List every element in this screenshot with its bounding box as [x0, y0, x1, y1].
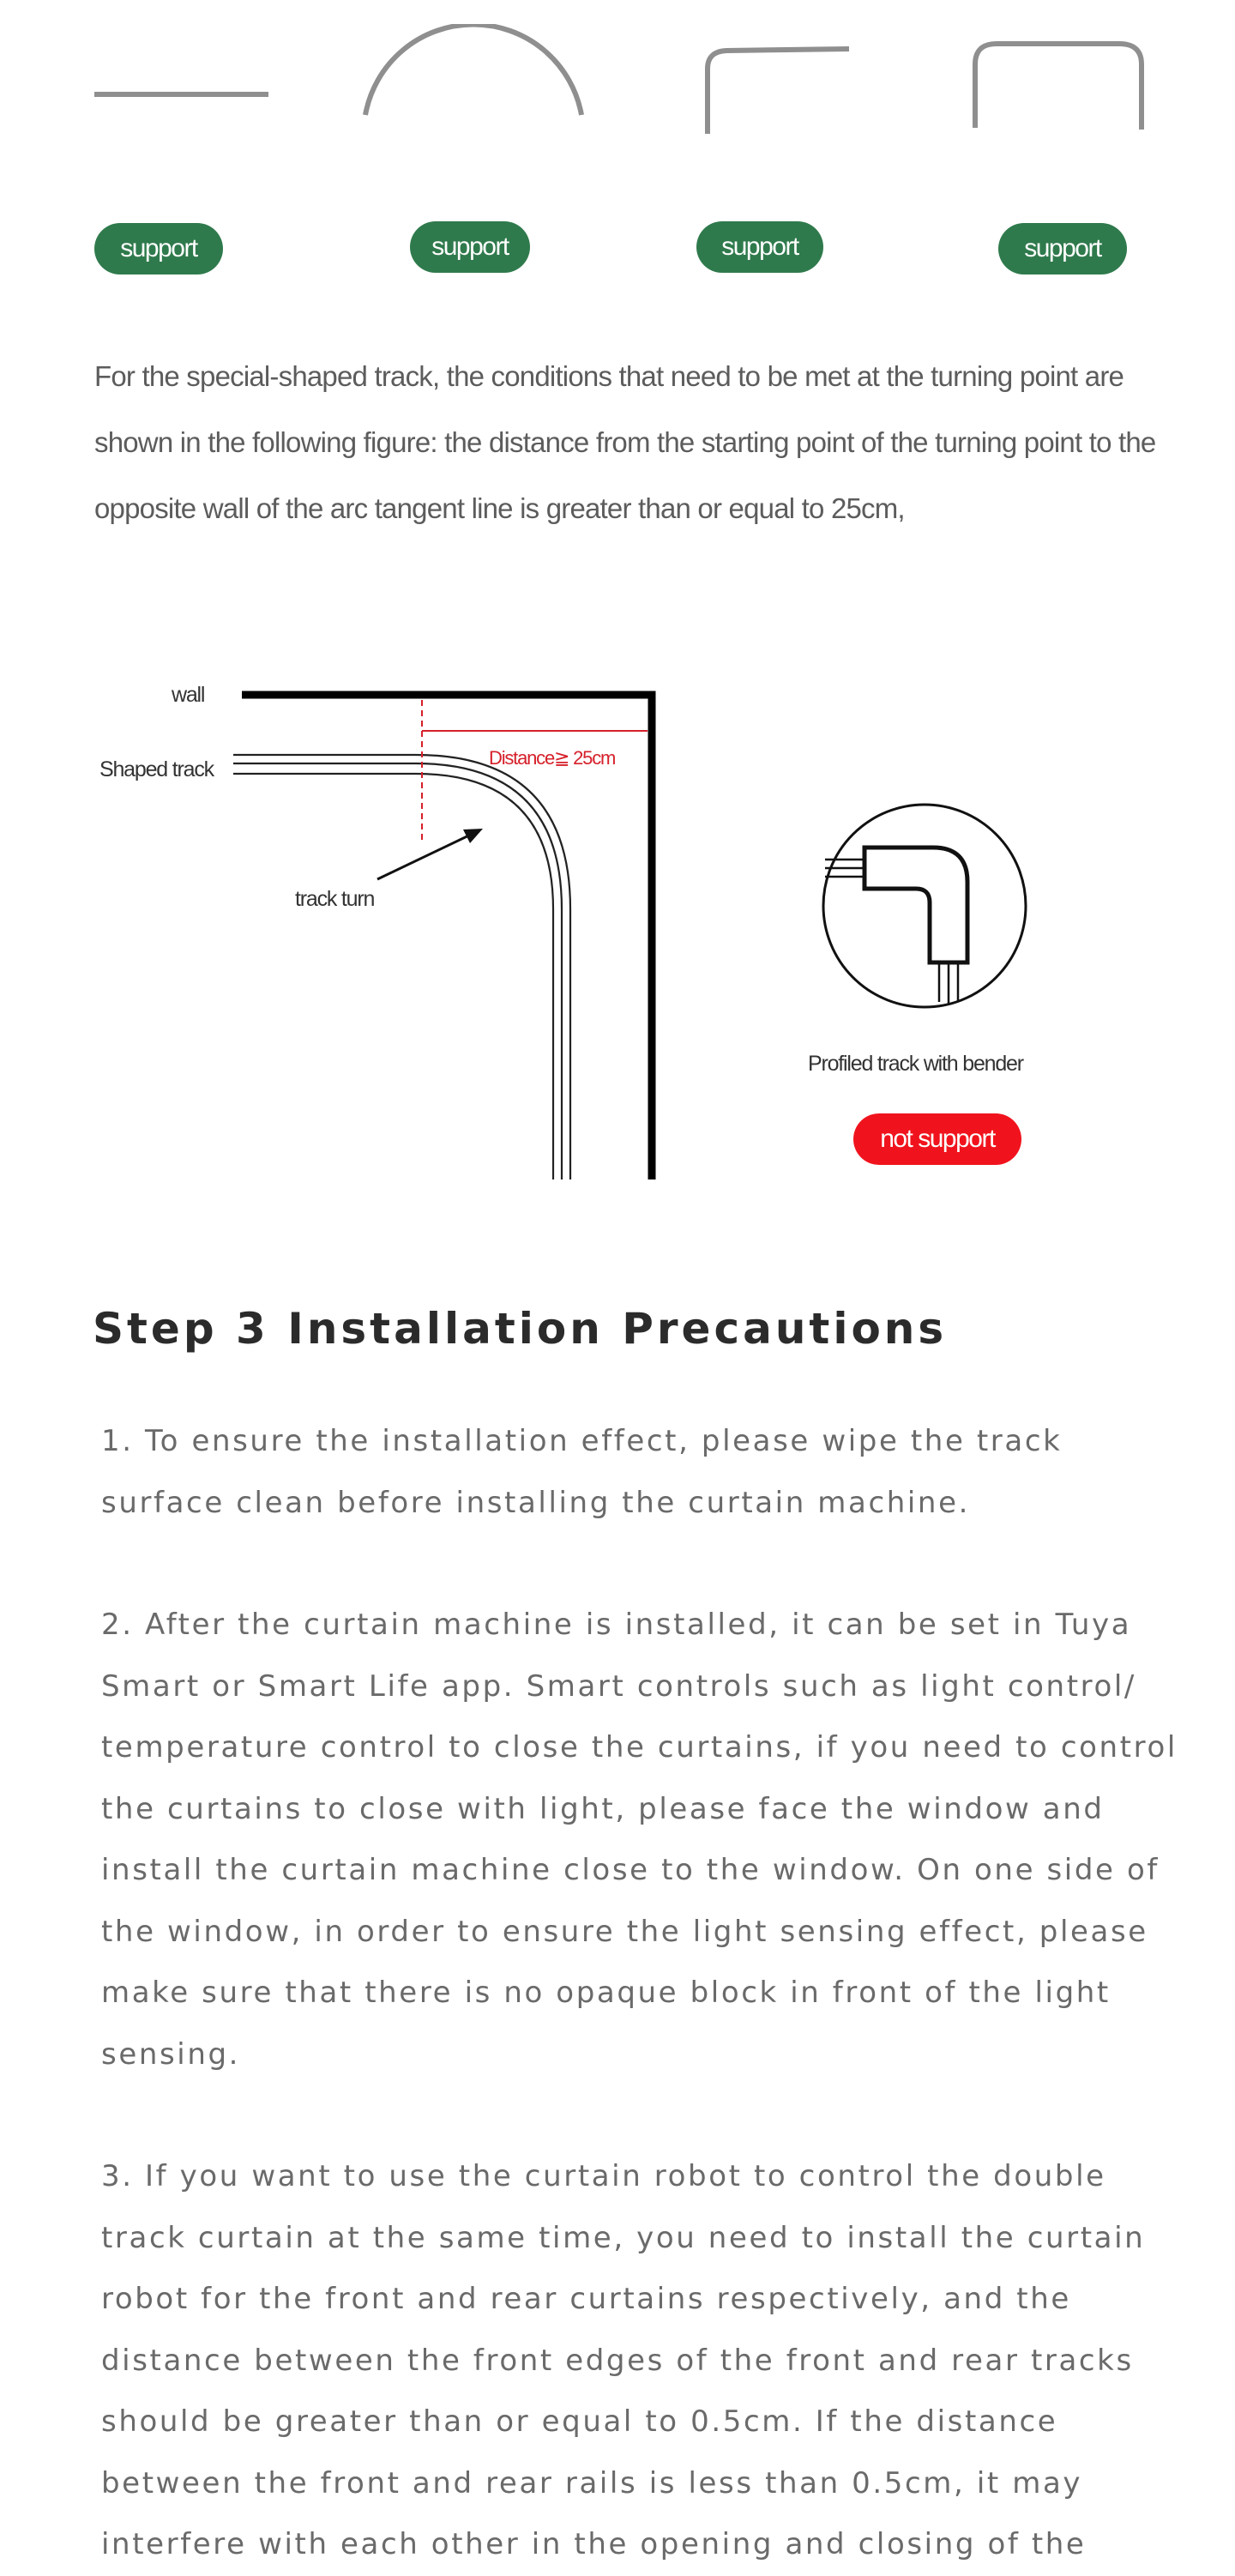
u-shaped-track-icon [969, 39, 1149, 133]
bender-inset [815, 798, 1029, 1012]
support-badge-u-shape: support [998, 223, 1127, 274]
step3-title: Step 3 Installation Precautions [93, 1304, 948, 1354]
wall-label: wall [172, 683, 205, 707]
track-turn-label: track turn [295, 887, 375, 911]
straight-track-icon [93, 86, 273, 103]
l-shaped-track-icon [699, 43, 853, 137]
step3-item-3: 3. If you want to use the curtain robot to control the double track curtain at the same time, you need to install the curtain robot for the front and rear curtains respectively, and the distance between the front edges of the front and rear tracks should be greater than or equal to 0.5cm. If the distance between the front and rear rails is less than 0.5cm, it may interfere with each other in the opening and closing of the [101, 2159, 1146, 2561]
shaped-track-label: Shaped track [99, 757, 214, 781]
intro-paragraph: For the special-shaped track, the conditions that need to be met at the turning point are shown in the following figure: the distance from the starting point of the turning point to the opposite wall of the arc tangent line is greater than or equal to 25cm, [94, 360, 1156, 524]
distance-label: Distance≧ 25cm [489, 747, 616, 769]
bender-label: Profiled track with bender [808, 1052, 1023, 1076]
step3-item-1: 1. To ensure the installation effect, please wipe the track surface clean before installing the curtain machine. [101, 1424, 1063, 1520]
step3-item-2: 2. After the curtain machine is installed, it can be set in Tuya Smart or Smart Life app. Smart controls such as light control/ temperature control to close the curtains, if you need to control the curtains to close with light, please face the window and install the curtain machine close to the window. On one side of the window, in order to ensure the light sensing effect, please make sure that there is no opaque block in front of the light sensing. [101, 1608, 1178, 2072]
support-badge-straight: support [94, 223, 223, 274]
support-badge-arc: support [410, 221, 530, 273]
turning-diagram [86, 669, 686, 1184]
support-badge-l-shape: support [696, 221, 823, 273]
not-support-badge: not support [853, 1113, 1021, 1165]
arc-track-icon [360, 24, 587, 118]
